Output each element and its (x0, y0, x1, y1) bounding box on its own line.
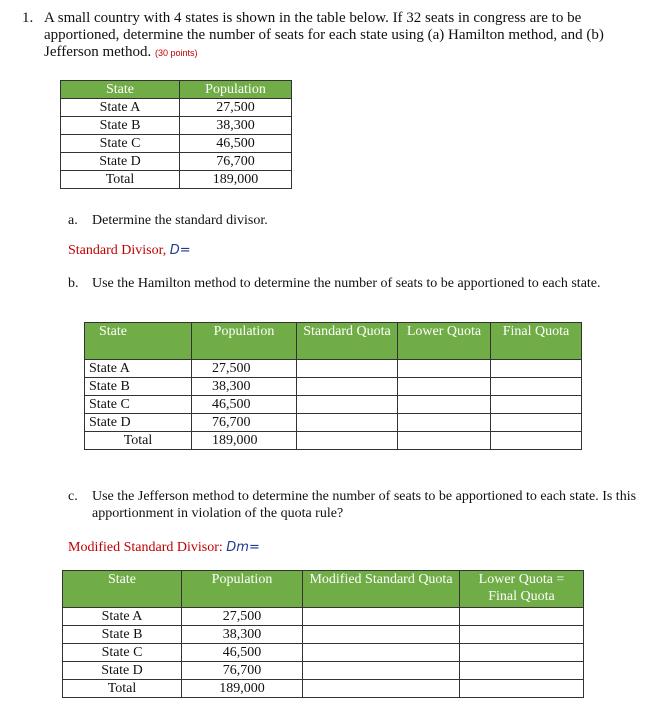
table-header-row (85, 323, 582, 360)
part-b (68, 275, 638, 292)
cell-population: 38,300 (182, 626, 303, 644)
cell-population: 27,500 (182, 608, 303, 626)
part-b-text: Use the Hamilton method to determine the number of seats to be apportioned to each state. (92, 276, 601, 291)
cell-state: State B (61, 117, 180, 135)
standard-divisor-var: D= (169, 243, 191, 258)
cell-lower-quota[interactable] (398, 414, 491, 432)
cell-final-quota[interactable] (491, 414, 582, 432)
table-row (63, 662, 584, 680)
cell-state: Total (85, 432, 192, 450)
part-c-text: Use the Jefferson method to determine the number of seats to be apportioned to each state. Is this apportionment in violation of the quota rule? (92, 489, 637, 521)
header-population: Population (192, 323, 297, 360)
cell-modified-quota[interactable] (303, 680, 460, 698)
question-text (44, 10, 632, 62)
header-population: Population (182, 571, 303, 608)
cell-population: 46,500 (182, 644, 303, 662)
modified-divisor-var: Dm= (226, 540, 260, 555)
header-lower-final-quota: Lower Quota = Final Quota (460, 571, 584, 608)
cell-population: 76,700 (192, 414, 297, 432)
cell-final-quota[interactable] (491, 432, 582, 450)
part-b-label: b. (68, 276, 79, 291)
cell-population: 27,500 (180, 99, 292, 117)
cell-population: 189,000 (192, 432, 297, 450)
cell-standard-quota[interactable] (297, 378, 398, 396)
cell-standard-quota[interactable] (297, 432, 398, 450)
modified-divisor-line (68, 540, 260, 556)
hamilton-table (84, 322, 582, 450)
population-table (60, 80, 292, 189)
cell-state: State A (63, 608, 182, 626)
cell-standard-quota[interactable] (297, 396, 398, 414)
table-row (61, 117, 292, 135)
cell-modified-quota[interactable] (303, 644, 460, 662)
table-header-row (61, 81, 292, 99)
cell-state: Total (63, 680, 182, 698)
table-row (63, 644, 584, 662)
table-row (85, 360, 582, 378)
cell-lower-quota[interactable] (398, 378, 491, 396)
header-population: Population (180, 81, 292, 99)
cell-lower-final-quota[interactable] (460, 626, 584, 644)
standard-divisor-label: Standard Divisor, (68, 243, 167, 258)
cell-modified-quota[interactable] (303, 662, 460, 680)
cell-population: 27,500 (192, 360, 297, 378)
header-standard-quota: Standard Quota (297, 323, 398, 360)
cell-state: State C (61, 135, 180, 153)
cell-state: State B (63, 626, 182, 644)
table-row (61, 99, 292, 117)
cell-state: State B (85, 378, 192, 396)
cell-standard-quota[interactable] (297, 414, 398, 432)
cell-final-quota[interactable] (491, 360, 582, 378)
cell-lower-final-quota[interactable] (460, 680, 584, 698)
cell-final-quota[interactable] (491, 378, 582, 396)
question-points: (30 points) (154, 48, 198, 58)
cell-state: State C (63, 644, 182, 662)
part-a-text: Determine the standard divisor. (92, 213, 268, 228)
standard-divisor-line (68, 243, 191, 259)
cell-lower-quota[interactable] (398, 396, 491, 414)
cell-state: State D (63, 662, 182, 680)
cell-population: 38,300 (192, 378, 297, 396)
table-row (63, 608, 584, 626)
cell-lower-quota[interactable] (398, 432, 491, 450)
cell-modified-quota[interactable] (303, 608, 460, 626)
cell-population: 189,000 (182, 680, 303, 698)
header-state: State (63, 571, 182, 608)
cell-modified-quota[interactable] (303, 626, 460, 644)
table-row (63, 680, 584, 698)
cell-state: State C (85, 396, 192, 414)
jefferson-table (62, 570, 584, 698)
cell-standard-quota[interactable] (297, 360, 398, 378)
part-c (68, 488, 638, 522)
table-row (85, 432, 582, 450)
cell-population: 76,700 (182, 662, 303, 680)
part-a (68, 212, 638, 229)
cell-state: State A (61, 99, 180, 117)
cell-lower-final-quota[interactable] (460, 662, 584, 680)
cell-population: 189,000 (180, 171, 292, 189)
table-row (61, 153, 292, 171)
modified-divisor-label: Modified Standard Divisor: (68, 540, 223, 555)
header-state: State (85, 323, 192, 360)
header-modified-quota: Modified Standard Quota (303, 571, 460, 608)
table-row (61, 135, 292, 153)
table-row (61, 171, 292, 189)
cell-final-quota[interactable] (491, 396, 582, 414)
question-block (22, 10, 632, 62)
table-row (85, 378, 582, 396)
cell-state: State D (85, 414, 192, 432)
cell-population: 38,300 (180, 117, 292, 135)
cell-population: 76,700 (180, 153, 292, 171)
table-row (85, 414, 582, 432)
question-body: A small country with 4 states is shown in the table below. If 32 seats in congress are to be apportioned, determine the number of seats for each state using (a) Hamilton method, and (b) Jefferson method. (44, 10, 604, 60)
header-lower-quota: Lower Quota (398, 323, 491, 360)
header-final-quota: Final Quota (491, 323, 582, 360)
cell-lower-final-quota[interactable] (460, 608, 584, 626)
question-number: 1. (22, 10, 34, 26)
part-a-label: a. (68, 213, 78, 228)
header-state: State (61, 81, 180, 99)
table-row (85, 396, 582, 414)
cell-state: Total (61, 171, 180, 189)
cell-state: State A (85, 360, 192, 378)
table-header-row (63, 571, 584, 608)
table-row (63, 626, 584, 644)
cell-population: 46,500 (192, 396, 297, 414)
cell-lower-final-quota[interactable] (460, 644, 584, 662)
part-c-label: c. (68, 489, 78, 504)
cell-state: State D (61, 153, 180, 171)
cell-lower-quota[interactable] (398, 360, 491, 378)
cell-population: 46,500 (180, 135, 292, 153)
